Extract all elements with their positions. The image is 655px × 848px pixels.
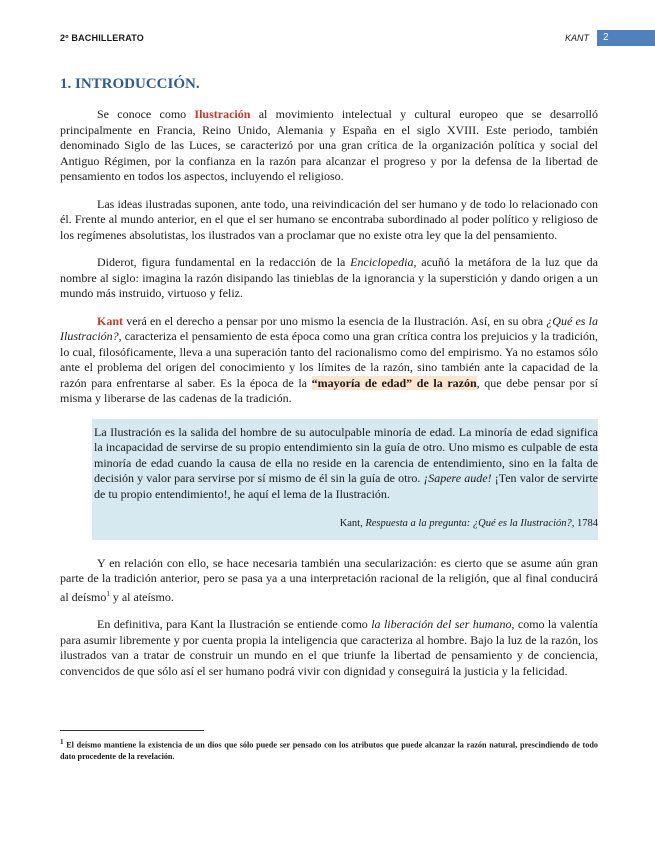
text: Y en relación con ello, se hace necesaria también una secularización: es cierto que se asume aún gran parte de la tradición anterior, pero se pasa ya a una interpretación racional de la religión, que al final conducirá al deísmo	[60, 555, 598, 604]
text: , acuñó la metáfora de la luz que da nombre al siglo: imagina la razón disipando las tinieblas de la ignorancia y la superstición y dando origen a un mundo más instruido, virtuoso y feliz.	[60, 255, 598, 300]
emphasis: la liberación del ser humano	[371, 617, 512, 631]
quote-block	[92, 419, 598, 540]
author-label: KANT	[564, 33, 589, 43]
paragraph-conclusion	[60, 617, 598, 679]
quote-latin: ¡Sapere aude!	[423, 471, 492, 485]
footnote-ref[interactable]: 1	[106, 589, 110, 598]
course-label: 2º BACHILLERATO	[60, 33, 144, 43]
text: Se conoce como	[97, 107, 195, 121]
text: Diderot, figura fundamental en la redacción de la	[97, 255, 351, 269]
text: ¡Ten valor de servirte de tu propio entendimiento!, he aquí el lema de la Ilustración.	[94, 471, 598, 501]
cite-work: Respuesta a la pregunta: ¿Qué es la Ilustración?	[365, 518, 572, 529]
paragraph-kant	[60, 314, 598, 407]
footnote	[60, 737, 598, 762]
page-header	[0, 30, 655, 48]
term-kant: Kant	[97, 313, 124, 328]
text: al movimiento intelectual y cultural europeo que se desarrolló principalmente en Francia, Reino Unido, Alemania y España en el siglo XVIII. Este periodo, también denominado Siglo de las Luces, se caracterizó por una gran crítica de la organización política y social del Antiguo Régimen, por la confianza en la razón para alcanzar el progreso y por la defensa de la libertad de pensamiento en todos los aspectos, incluyendo el religioso.	[60, 107, 599, 183]
paragraph-secularizacion	[60, 556, 598, 606]
highlight-mayoria-de-edad: “mayoría de edad” de la razón	[311, 375, 477, 390]
cite-author: Kant,	[339, 518, 366, 529]
text: , que debe pensar por sí misma y liberarse de las cadenas de la tradición.	[60, 375, 598, 405]
page-number: 2	[597, 30, 655, 46]
section-title: 1. INTRODUCCIÓN.	[60, 76, 200, 92]
term-ilustracion: Ilustración	[194, 107, 251, 121]
work-title: ¿Qué es la Ilustración?	[60, 313, 598, 343]
text: La Ilustración es la salida del hombre de su autoculpable minoría de edad. La minoría de edad significa la incapacidad de servirse de su propio entendimiento sin la guía de otro. Uno mismo es culpable de esta minoría de edad cuando la causa de ella no reside en la carencia de entendimiento, sino en la falta de decisión y valor para servirse por sí mismo de él sin la guía de otro.	[94, 424, 598, 485]
cite-year: , 1784	[571, 518, 598, 529]
text: En definitiva, para Kant la Ilustración se entiende como	[97, 617, 372, 631]
quote-citation	[92, 516, 598, 532]
text: y al ateísmo.	[109, 589, 174, 604]
footnote-mark: 1	[60, 738, 64, 746]
document-body	[60, 76, 598, 691]
text: , como la valentía para asumir libremente y por cuenta propia la inteligencia que caracteriza al hombre. Bajo la luz de la razón, los ilustrados van a tratar de construir un mundo en el que triunfe la libertad de pensamiento y de conciencia, convencidos de que sólo así el ser humano podrá vivir con dignidad y conseguirá la justicia y la felicidad.	[60, 617, 598, 678]
footnote-divider	[60, 730, 204, 731]
quote-text	[92, 425, 598, 503]
footnote-text: El deísmo mantiene la existencia de un dios que sólo puede ser pensado con los atributos que puede alcanzar la razón natural, prescindiendo de todo dato procedente de la revelación.	[60, 740, 598, 761]
paragraph-intro	[60, 107, 598, 185]
text: , caracteriza el pensamiento de esta época como una gran crítica contra los prejuicios y la tradición, lo cual, filosóficamente, lleva a una superación tanto del racionalismo como del empirismo. Ya no estamos sólo ante el problema del origen del conocimiento y los límites de la razón, sino también ante la capacidad de la razón para enfrentarse al saber. Es la época de la	[60, 329, 598, 390]
paragraph-diderot	[60, 255, 598, 302]
paragraph-ideas: Las ideas ilustradas suponen, ante todo, una reivindicación del ser humano y de todo lo relacionado con él. Frente al mundo anterior, en el que el ser humano se encontraba subordinado al poder político y religioso de los regímenes absolutistas, los ilustrados van a proclamar que no existe otra ley que la del pensamiento.	[60, 196, 598, 242]
text: verá en el derecho a pensar por uno mismo la esencia de la Ilustración. Así, en su obra	[123, 313, 547, 328]
work-title: Enciclopedia	[350, 255, 414, 269]
